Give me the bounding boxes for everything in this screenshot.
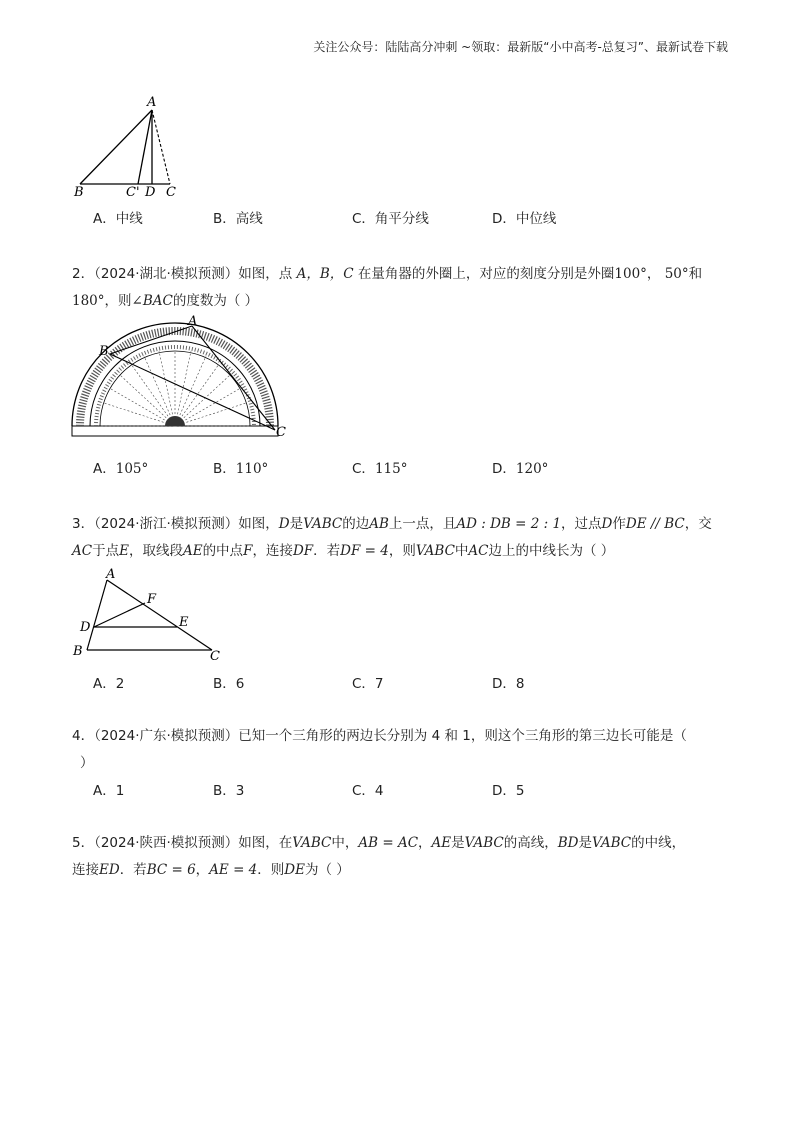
q4-option-b[interactable]: B．3 [213, 783, 245, 799]
q1-label-d: D [145, 185, 156, 200]
q1-figure [70, 92, 190, 202]
q1-label-a: A [147, 95, 157, 110]
page-header: 关注公众号：陆陆高分冲刺 ~领取：最新版“小中高考-总复习”、最新试卷下载 [313, 40, 728, 54]
q3-label-e: E [179, 615, 189, 630]
q2-option-d[interactable]: D．120° [492, 461, 549, 477]
protractor-base [72, 426, 278, 436]
q1-option-d[interactable]: D．中位线 [492, 211, 557, 227]
protractor-outer-arc [72, 323, 278, 426]
q3-option-d[interactable]: D．8 [492, 676, 525, 692]
q1-option-a[interactable]: A．中线 [93, 211, 143, 227]
q5-line-2: 连接ED．若BC = 6，AE = 4．则DE为（ ） [72, 862, 350, 878]
q4-option-d[interactable]: D．5 [492, 783, 525, 799]
q1-side-ab [80, 110, 152, 184]
q1-label-b: B [74, 185, 84, 200]
q3-line-1: 3．（2024·浙江·模拟预测）如图，D是VABC的边AB上一点，且AD : DB = 2 : 1，过点D作DE // BC，交 [72, 516, 712, 532]
q4-option-c[interactable]: C．4 [352, 783, 384, 799]
q3-line-2: AC于点E，取线段AE的中点F，连接DF．若DF = 4，则VABC中AC边上的中线长为（ ） [72, 543, 615, 559]
q3-option-c[interactable]: C．7 [352, 676, 384, 692]
q2-label-b: B [99, 344, 109, 359]
q3-label-c: C [210, 649, 220, 664]
q3-side-ab [87, 580, 107, 650]
q4-option-a[interactable]: A．1 [93, 783, 125, 799]
q4-line-1: 4．（2024·广东·模拟预测）已知一个三角形的两边长分别为 4 和 1，则这个三角形的第三边长可能是（ [72, 728, 687, 744]
q2-option-a[interactable]: A．105° [93, 461, 149, 477]
q1-option-c[interactable]: C．角平分线 [352, 211, 429, 227]
q3-segment-df [94, 603, 145, 627]
protractor-radial-lines [101, 351, 249, 426]
q2-protractor-figure [68, 314, 298, 444]
q1-dashed-ac [152, 110, 170, 184]
q3-label-f: F [147, 592, 157, 607]
q1-option-b[interactable]: B．高线 [213, 211, 263, 227]
q3-option-b[interactable]: B．6 [213, 676, 245, 692]
q2-option-b[interactable]: B．110° [213, 461, 269, 477]
q2-label-c: C [276, 425, 286, 440]
q3-label-a: A [106, 567, 116, 582]
q1-label-c: C [166, 185, 176, 200]
q4-line-2: ） [80, 755, 94, 771]
q2-option-c[interactable]: C．115° [352, 461, 408, 477]
q2-line-bc [110, 354, 275, 430]
q1-segment-ac1 [138, 110, 152, 184]
q3-figure [70, 565, 230, 665]
q3-label-d: D [80, 620, 91, 635]
q3-option-a[interactable]: A．2 [93, 676, 125, 692]
q2-line-2: 180°，则∠BAC的度数为（ ） [72, 293, 259, 309]
q1-label-c1: C' [126, 185, 140, 200]
q3-label-b: B [73, 644, 83, 659]
q2-label-a: A [188, 314, 198, 329]
q5-line-1: 5．（2024·陕西·模拟预测）如图，在VABC中，AB = AC，AE是VABC的高线，BD是VABC的中线， [72, 835, 686, 851]
protractor-center [165, 416, 185, 426]
q3-side-ac [107, 580, 212, 650]
q2-line-1: 2．（2024·湖北·模拟预测）如图，点 A，B，C 在量角器的外圈上，对应的刻度分别是外圈100°， 50°和 [72, 266, 703, 282]
